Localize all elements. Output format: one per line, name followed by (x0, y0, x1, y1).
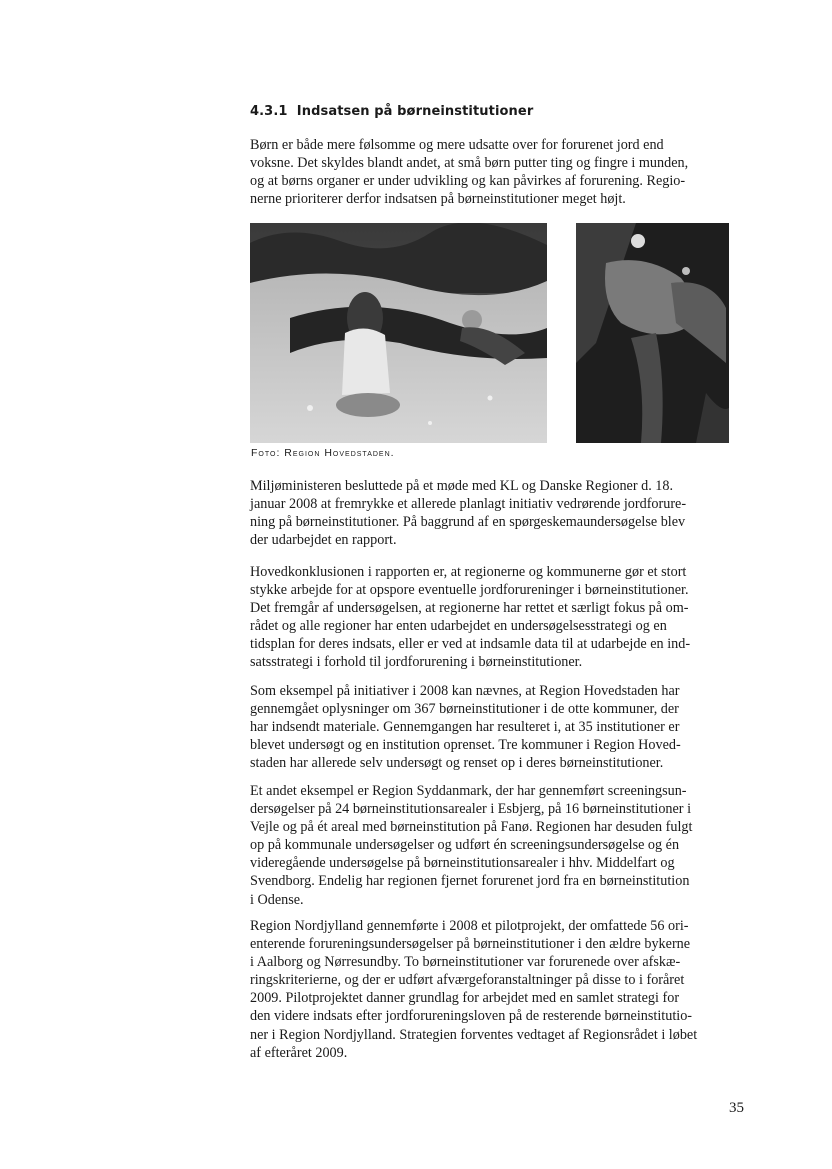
text-line: den videre indsats efter jordforureningsloven på de resterende børneinstitutio- (250, 1008, 693, 1025)
text-line: videregående undersøgelse på børneinstitutionsarealer i hhv. Middelfart og (250, 855, 675, 872)
text-line: januar 2008 at fremrykke et allerede planlagt initiativ vedrørende jordforure- (250, 496, 687, 513)
paragraph-intro (250, 136, 750, 208)
text-line: Børn er både mere følsomme og mere udsatte over for forurenet jord end (250, 137, 664, 153)
text-line: enterende forureningsundersøgelser på børneinstitutioner i den ældre bykerne (250, 936, 691, 953)
text-line: satsstrategi i forhold til jordforurening i børneinstitutioner. (250, 654, 583, 671)
photo-caption: Foto: Region Hovedstaden. (251, 447, 395, 459)
sandbox-photo-graphic (250, 223, 547, 443)
text-line: gennemgået oplysninger om 367 børneinstitutioner i de otte kommuner, der (250, 701, 679, 718)
text-line: der udarbejdet en rapport. (250, 532, 397, 549)
section-number: 4.3.1 (250, 104, 288, 119)
text-line: stykke arbejde for at opspore eventuelle jordforureninger i børneinstitutioner. (250, 582, 689, 599)
text-line: Svendborg. Endelig har regionen fjernet forurenet jord fra en børneinstitution (250, 873, 690, 890)
text-line: af efteråret 2009. (250, 1044, 348, 1061)
text-line: dersøgelser på 24 børneinstitutionsarealer i Esbjerg, på 16 børneinstitutioner i (250, 801, 692, 818)
text-line: nerne prioriterer derfor indsatsen på børneinstitutioner meget højt. (250, 191, 626, 208)
text-line: Region Nordjylland gennemførte i 2008 et pilotprojekt, der omfattede 56 ori- (250, 918, 689, 934)
paragraph-region-syddanmark (250, 782, 750, 909)
text-line: og at børns organer er under udvikling og kan påvirkes af forurening. Regio- (250, 173, 686, 190)
text-line: 2009. Pilotprojektet danner grundlag for arbejdet med en samlet strategi for (250, 990, 680, 1007)
section-title: Indsatsen på børneinstitutioner (296, 104, 534, 119)
text-line: blevet undersøgt og en institution oprenset. Tre kommuner i Region Hoved- (250, 737, 681, 754)
text-line: Vejle og på ét areal med børneinstitution på Fanø. Regionen har desuden fulgt (250, 819, 693, 836)
text-line: tidsplan for deres indsats, eller er ved at indsamle data til at udarbejde en ind- (250, 636, 691, 653)
paragraph-minister-decision (250, 477, 750, 549)
text-line: staden har allerede selv undersøgt og renset op i deres børneinstitutioner. (250, 755, 664, 772)
photo-hands-closeup (576, 223, 729, 443)
text-line: Det fremgår af undersøgelsen, at regionerne har rettet et særligt fokus på om- (250, 600, 689, 617)
text-line: Miljøministeren besluttede på et møde med KL og Danske Regioner d. 18. (250, 478, 674, 494)
hands-photo-graphic (576, 223, 729, 443)
text-line: i Odense. (250, 891, 304, 908)
text-line: voksne. Det skyldes blandt andet, at små børn putter ting og fingre i munden, (250, 155, 689, 172)
text-line: har indsendt materiale. Gennemgangen har resulteret i, at 35 institutioner er (250, 719, 680, 736)
section-heading (250, 104, 533, 119)
text-line: ringskriterierne, og der er udført afværgeforanstaltninger på disse to i foråret (250, 972, 685, 989)
photo-children-sandbox (250, 223, 547, 443)
text-line: Hovedkonklusionen i rapporten er, at regionerne og kommunerne gør et stort (250, 564, 687, 580)
page-number: 35 (729, 1100, 744, 1116)
text-line: op på kommunale undersøgelser og udført én screeningsundersøgelse og én (250, 837, 680, 854)
text-line: Et andet eksempel er Region Syddanmark, der har gennemført screeningsun- (250, 783, 687, 799)
paragraph-region-nordjylland (250, 917, 750, 1062)
paragraph-main-conclusion (250, 563, 750, 672)
text-line: i Aalborg og Nørresundby. To børneinstitutioner var forurenede over afskæ- (250, 954, 681, 971)
paragraph-region-hovedstaden (250, 682, 750, 772)
text-line: Som eksempel på initiativer i 2008 kan nævnes, at Region Hovedstaden har (250, 683, 680, 699)
text-line: ner i Region Nordjylland. Strategien forventes vedtaget af Regionsrådet i løbet (250, 1026, 698, 1043)
text-line: ning på børneinstitutioner. På baggrund af en spørgeskemaundersøgelse blev (250, 514, 686, 531)
text-line: rådet og alle regioner har enten udarbejdet en undersøgelsesstrategi og en (250, 618, 667, 635)
